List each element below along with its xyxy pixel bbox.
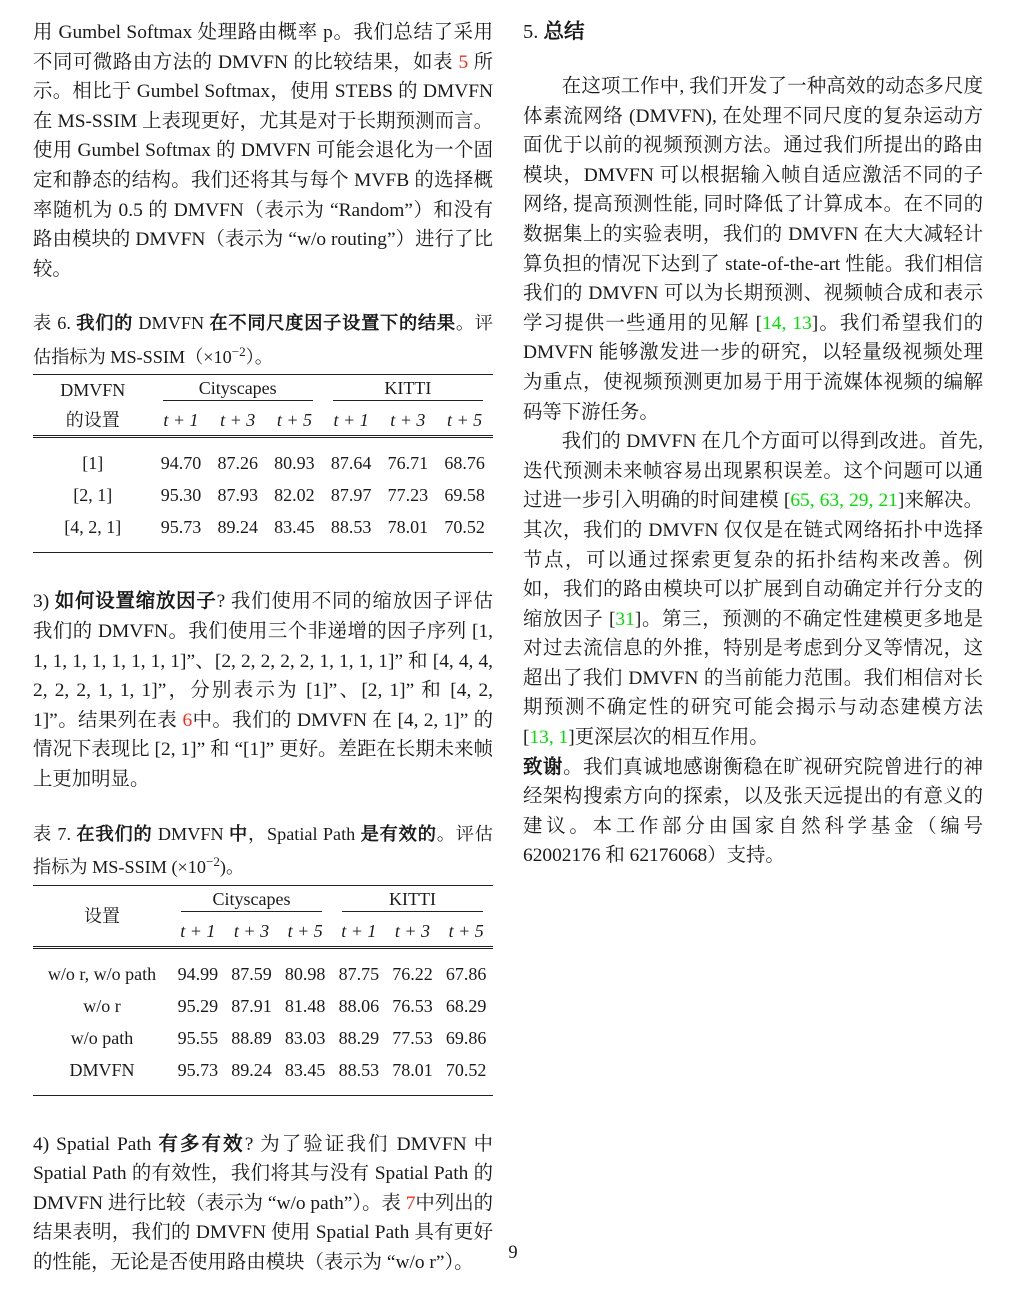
table-7-group1-label: Cityscapes	[212, 888, 291, 909]
table-7-head-col1: 设置	[84, 905, 120, 926]
group-rule-icon	[342, 911, 483, 912]
table-7-subhead-2: t + 5	[287, 920, 323, 941]
table-row	[33, 1022, 493, 1054]
table-6-subhead-2: t + 5	[276, 410, 312, 431]
table-6-block	[33, 310, 493, 553]
table-6-row1-v0: 95.30	[160, 485, 202, 506]
table-gap	[33, 1086, 493, 1096]
table-7-row0-v0: 94.99	[177, 963, 219, 984]
table-7-caption-plain-2: ，Spatial Path	[248, 823, 361, 844]
table-7-row1-v5: 68.29	[445, 995, 487, 1016]
para3-tail: 中列出的结果表明，我们的 DMVFN 使用 Spatial Path 具有更好的性能，无论是否使用路由模块（表示为 “w/o r”）。	[33, 1192, 493, 1273]
table-6-group-kitti	[323, 375, 493, 406]
paragraph-scaling-factor	[33, 587, 493, 794]
para2-number: 3)	[33, 591, 55, 613]
table-6-row2-v3: 88.53	[330, 517, 372, 538]
spacer	[33, 1096, 493, 1130]
table-7-row3-v4: 78.01	[392, 1059, 433, 1080]
table-6-row1-v4: 77.23	[387, 485, 429, 506]
table-7-block	[33, 821, 493, 1096]
table-7-group2-label: KITTI	[389, 888, 436, 909]
table-spacer-row	[33, 1086, 493, 1096]
table-6-caption-sup: −2	[231, 343, 246, 359]
table-6-subhead-3: t + 1	[333, 410, 369, 431]
table-6-row2-v1: 89.24	[217, 517, 258, 538]
table-ref-5[interactable]: 5	[458, 51, 469, 73]
spacer	[33, 553, 493, 587]
table-spacer-row	[33, 947, 493, 958]
table-row	[33, 990, 493, 1022]
table-ref-7[interactable]: 7	[405, 1192, 416, 1214]
table-6-subhead-4: t + 3	[390, 410, 426, 431]
spacer	[33, 795, 493, 821]
table-7-caption-plain-4: )。	[219, 857, 245, 878]
conclusion-para2-part-c: ]。第三，预测的不确定性建模更多地是对过去流信息的外推，特别是考虑到分叉等情况，这超出了我们 DMVFN 的当前能力范围。我们相信对长期预测不确定性的研究可能会揭示与动态建模方法 [	[523, 608, 983, 749]
table-6-caption	[33, 310, 493, 371]
conclusion-para2-part-a: 我们的 DMVFN 在几个方面可以得到改进。首先, 迭代预测未来帧容易出现累积误差。这个问题可以通过进一步引入明确的时间建模 [	[523, 431, 983, 512]
table-row	[33, 958, 493, 990]
spacer	[33, 284, 493, 310]
table-6-caption-plain-2: 。评估指标为 MS-SSIM（×10	[33, 313, 493, 367]
section-number: 5.	[523, 21, 544, 43]
para3-bold: 有多有效	[158, 1133, 245, 1155]
table-7-label: 表 7.	[33, 823, 77, 844]
table-7-row2-v0: 95.55	[177, 1027, 219, 1048]
table-7-row0-v2: 80.98	[284, 963, 326, 984]
table-7-row1-v1: 87.91	[231, 995, 272, 1016]
table-6-row0-v2: 80.93	[274, 453, 315, 474]
table-7-row3-v1: 89.24	[231, 1059, 272, 1080]
para2-tail: 中。我们的 DMVFN 在 [4, 2, 1]” 的情况下表现比 [2, 1]” 和 “[1]” 更好。差距在长期未来帧上更加明显。	[33, 709, 493, 790]
left-column	[33, 18, 493, 1278]
page-number: 9	[508, 1243, 518, 1263]
table-6-row0-v4: 76.71	[387, 453, 429, 474]
table-6-group1-label: Cityscapes	[198, 378, 277, 399]
table-spacer-row	[33, 437, 493, 448]
table-6-group2-label: KITTI	[384, 378, 432, 399]
para2-mid: ? 我们使用不同的缩放因子评估我们的 DMVFN。我们使用三个非递增的因子序列 [1, 1, 1, 1, 1, 1, 1, 1, 1]”、[2, 2, 2, 2, 2, 1, 1, 1, 1]” 和 [4, 4, 4, 2, 2, 2, 1, 1, 1]”，分别表示为 [1]”、[2, 1]” 和 [4, 2, 1]”。结果列在表	[33, 591, 493, 731]
table-6-row1-v3: 87.97	[330, 485, 372, 506]
table-6-caption-bold-1: 我们的	[76, 313, 134, 334]
table-7-row0-v1: 87.59	[231, 963, 272, 984]
paragraph-conclusion-1	[523, 72, 983, 427]
table-7-subhead-3: t + 1	[341, 920, 377, 941]
table-gap	[33, 543, 493, 553]
citation-65-63-29-21[interactable]: 65, 63, 29, 21	[790, 490, 898, 512]
table-6-caption-plain-1: DMVFN	[133, 313, 210, 334]
table-7-caption-sup: −2	[205, 854, 220, 870]
table-7-row2-v2: 83.03	[284, 1027, 326, 1048]
acknowledgment-text: 。我们真诚地感谢衡稳在旷视研究院曾进行的神经架构搜索方向的探索，以及张天远提出的有意义的建议。本工作部分由国家自然科学基金（编号 62002176 和 62176068）支持。	[523, 756, 984, 867]
table-6-row1-v5: 69.58	[444, 485, 485, 506]
table-6-row2-v2: 83.45	[274, 517, 315, 538]
table-7-caption-bold-3: 是有效的	[360, 823, 437, 844]
table-row	[33, 479, 493, 511]
section-title: 总结	[543, 21, 585, 43]
table-7-row1-v4: 76.53	[392, 995, 433, 1016]
citation-31[interactable]: 31	[615, 608, 635, 630]
table-6-row0-label: [1]	[82, 453, 104, 474]
table-7-row1-v2: 81.48	[284, 995, 326, 1016]
table-6-group-cityscapes	[153, 375, 323, 406]
table-6-label: 表 6.	[33, 313, 77, 334]
table-row-header-2	[33, 405, 493, 437]
group-rule-icon	[181, 911, 322, 912]
table-6-row0-v1: 87.26	[217, 453, 258, 474]
para3-mid: ? 为了验证我们 DMVFN 中 Spatial Path 的有效性，我们将其与没有 Spatial Path 的 DMVFN 进行比较（表示为 “w/o path”）。表	[33, 1133, 494, 1214]
paragraph-conclusion-2	[523, 427, 983, 753]
table-7-row2-v1: 88.89	[231, 1027, 272, 1048]
table-6-subhead-0: t + 1	[163, 410, 199, 431]
table-6-row2-v5: 70.52	[444, 517, 485, 538]
table-7-subhead-4: t + 3	[394, 920, 431, 941]
table-row	[33, 511, 493, 543]
citation-13-1[interactable]: 13, 1	[529, 727, 569, 749]
table-7	[33, 885, 493, 1096]
table-7-row0-label: w/o r, w/o path	[47, 963, 157, 984]
table-row	[33, 447, 493, 479]
table-7-row3-v2: 83.45	[284, 1059, 326, 1080]
acknowledgment-label: 致谢	[523, 756, 564, 778]
table-6-row2-v4: 78.01	[387, 517, 429, 538]
table-7-row1-label: w/o r	[83, 995, 121, 1016]
table-row-header-1	[33, 885, 493, 916]
table-7-caption-bold-1: 在我们的	[76, 823, 153, 844]
table-6-row0-v5: 68.76	[444, 453, 485, 474]
table-7-row3-label: DMVFN	[69, 1059, 135, 1080]
conclusion-para1-part-b: ]。我们希望我们的 DMVFN 能够激发进一步的研究，以轻量级视频处理为重点，使视频预测更加易于用于流媒体视频的编解码等下游任务。	[523, 312, 983, 423]
citation-14-13[interactable]: 14, 13	[762, 312, 812, 334]
conclusion-para2-part-b: ]来解决。其次，我们的 DMVFN 仅仅是在链式网络拓扑中选择节点，可以通过探索更复杂的拓扑结构来改善。例如，我们的路由模块可以扩展到自动确定并行分支的缩放因子 [	[523, 490, 983, 630]
group-rule-icon	[333, 400, 483, 401]
table-7-row3-v0: 95.73	[177, 1059, 219, 1080]
paragraph-acknowledgment	[523, 753, 983, 871]
table-6-row2-v0: 95.73	[160, 517, 202, 538]
table-6-head-col1-line2: 的设置	[65, 410, 120, 431]
table-6-row2-label: [4, 2, 1]	[64, 517, 122, 538]
table-6-subhead-5: t + 5	[447, 410, 483, 431]
table-7-subhead-0: t + 1	[180, 920, 216, 941]
conclusion-para1-part-a: 在这项工作中, 我们开发了一种高效的动态多尺度体素流网络 (DMVFN), 在处理不同尺度的复杂运动方面优于以前的视频预测方法。通过我们所提出的路由模块，DMVFN 可以根据输入帧自适应激活不同的子网络, 提高预测性能, 同时降低了计算成本。在不同的数据集上的实验表明，我们的 DMVFN 在大大减轻计算负担的情况下达到了 state-of-the-art 性能。我们相信我们的 DMVFN 可以为长期预测、视频帧合成和表示学习提供一些通用的见解 [	[523, 76, 983, 334]
para3-number: 4) Spatial Path	[33, 1133, 159, 1155]
table-6-subhead-1: t + 3	[220, 410, 256, 431]
table-ref-6[interactable]: 6	[182, 709, 193, 731]
table-gap	[33, 947, 493, 958]
table-6-row1-v1: 87.93	[217, 485, 258, 506]
table-6-row1-v2: 82.02	[274, 485, 315, 506]
table-7-group-cityscapes	[171, 885, 332, 916]
table-7-row1-v0: 95.29	[177, 995, 219, 1016]
para1-prefix: 用 Gumbel Softmax 处理路由概率 p。我们总结了采用不同可微路由方法的 DMVFN 的比较结果，如表	[33, 22, 493, 73]
paragraph-gumbel-softmax	[33, 18, 493, 284]
table-7-row2-v3: 88.29	[338, 1027, 380, 1048]
table-7-row0-v5: 67.86	[445, 963, 487, 984]
table-6-caption-plain-3: ）。	[245, 346, 273, 367]
table-7-row3-v3: 88.53	[338, 1059, 380, 1080]
table-7-row1-v3: 88.06	[338, 995, 380, 1016]
right-column	[523, 18, 983, 871]
table-7-row2-v5: 69.86	[445, 1027, 487, 1048]
table-row	[33, 1054, 493, 1086]
table-row-header-1	[33, 375, 493, 406]
group-rule-icon	[163, 400, 313, 401]
table-6-caption-bold-2: 在不同尺度因子设置下的结果	[209, 313, 456, 334]
table-7-row2-v4: 77.53	[392, 1027, 433, 1048]
table-spacer-row	[33, 543, 493, 553]
table-6-row0-v0: 94.70	[160, 453, 202, 474]
table-7-subhead-1: t + 3	[233, 920, 270, 941]
table-7-group-kitti	[332, 885, 493, 916]
table-7-row0-v4: 76.22	[392, 963, 433, 984]
conclusion-para2-part-d: ]更深层次的相互作用。	[568, 727, 769, 749]
table-gap	[33, 437, 493, 448]
table-7-subhead-5: t + 5	[448, 920, 484, 941]
table-6-head-col1-line1: DMVFN	[60, 380, 126, 401]
para2-bold: 如何设置缩放因子	[54, 591, 217, 613]
table-6-row0-v3: 87.64	[330, 453, 372, 474]
table-7-caption-plain-1: DMVFN	[152, 823, 229, 844]
table-6	[33, 374, 493, 553]
section-heading-conclusion	[523, 18, 983, 46]
table-7-caption-plain-3: 。评估指标为 MS-SSIM (×10	[33, 823, 493, 878]
table-6-row1-label: [2, 1]	[73, 485, 113, 506]
table-7-caption-bold-2: 中	[228, 823, 248, 844]
table-7-row2-label: w/o path	[70, 1027, 134, 1048]
para1-suffix: 所示。相比于 Gumbel Softmax，使用 STEBS 的 DMVFN 在 MS-SSIM 上表现更好，尤其是对于长期预测而言。使用 Gumbel Softmax 的 DMVFN 可能会退化为一个固定和静态的结构。我们还将其与每个 MVFB 的选择概率随机为 0.5 的 DMVFN（表示为 “Random”）和没有路由模块的 DMVFN（表示为 “w/o routing”）进行了比较。	[33, 51, 493, 280]
table-7-row0-v3: 87.75	[338, 963, 380, 984]
table-7-caption	[33, 821, 493, 882]
table-7-row3-v5: 70.52	[445, 1059, 487, 1080]
